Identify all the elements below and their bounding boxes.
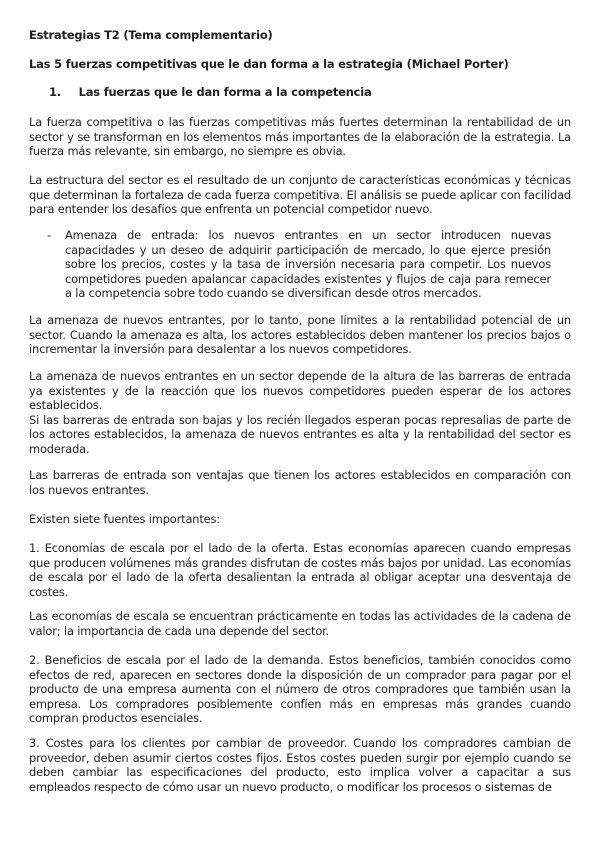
- paragraph-text: 3. Costes para los clientes por cambiar de proveedor. Cuando los compradores cambian de proveedor, deben asumir ciertos costes fijos. Estos costes pueden surgir por ejemplo cuando se deben cambiar las especificaciones del producto, esto implica volver a capacitar a sus empleados respecto de cómo usar un nuevo producto, o modificar los procesos o sistemas de: [29, 736, 571, 794]
- bullet-marker: -: [47, 228, 51, 242]
- paragraph-text: La amenaza de nuevos entrantes, por lo tanto, pone límites a la rentabilidad potencial de un sector. Cuando la amenaza es alta, los actores establecidos deben mantener los precios bajos o incrementar la inversión para desalentar a los nuevos competidores.: [29, 313, 571, 357]
- paragraph: [29, 468, 571, 497]
- section-heading: [49, 85, 372, 100]
- paragraph: [29, 512, 571, 527]
- paragraph: [29, 609, 571, 638]
- paragraph: [29, 173, 571, 217]
- paragraph-text: Las economías de escala se encuentran prácticamente en todas las actividades de la cadena de valor; la importancia de cada una depende del sector.: [29, 609, 571, 638]
- paragraph-text: Existen siete fuentes importantes:: [29, 512, 220, 526]
- paragraph-text: 1. Economías de escala por el lado de la oferta. Estas economías aparecen cuando empresas que producen volúmenes más grandes disfrutan de costes más bajos por unidad. Las economías de escala por el lado de la oferta desalientan la entrada al obligar aceptar una desventaja de costes.: [29, 541, 571, 599]
- bullet-text: Amenaza de entrada: los nuevos entrantes en un sector introducen nuevas capacidades y un deseo de adquirir participación de mercado, lo que ejerce presión sobre los precios, costes y la tasa de inversión necesaria para competir. Los nuevos competidores pueden apalancar capacidades existentes y flujos de caja para remecer a la competencia sobre todo cuando se diversifican desde otros mercados.: [65, 228, 551, 301]
- paragraph-text: La amenaza de nuevos entrantes en un sector depende de la altura de las barreras de entrada ya existentes y de la reacción que los nuevos competidores pueden esperar de los actores establecidos.: [29, 369, 571, 413]
- paragraph: [29, 653, 571, 726]
- document-title: Estrategias T2 (Tema complementario): [29, 28, 273, 42]
- section-title: Las fuerzas que le dan forma a la competencia: [78, 85, 372, 99]
- paragraph: [29, 736, 571, 794]
- paragraph-text: Si las barreras de entrada son bajas y los recién llegados esperan pocas represalias de parte de los actores establecidos, la amenaza de nuevos entrantes es alta y la rentabilidad del sector es moderada.: [29, 412, 571, 456]
- paragraph-text: La fuerza competitiva o las fuerzas competitivas más fuertes determinan la rentabilidad de un sector y se transforman en los elementos más importantes de la elaboración de la estrategia. La fuerza más relevante, sin embargo, no siempre es obvia.: [29, 115, 571, 159]
- paragraph: [29, 115, 571, 159]
- bullet-item: [47, 228, 551, 301]
- section-number: 1.: [49, 85, 61, 99]
- document-subtitle: Las 5 fuerzas competitivas que le dan forma a la estrategia (Michael Porter): [29, 57, 509, 71]
- paragraph-text: La estructura del sector es el resultado de un conjunto de características económicas y técnicas que determinan la fortaleza de cada fuerza competitiva. El análisis se puede aplicar con facilidad para entender los desafíos que enfrenta un potencial competidor nuevo.: [29, 173, 571, 217]
- paragraph-text: Las barreras de entrada son ventajas que tienen los actores establecidos en comparación con los nuevos entrantes.: [29, 468, 571, 497]
- paragraph-text: 2. Beneficios de escala por el lado de la demanda. Estos beneficios, también conocidos como efectos de red, aparecen en sectores donde la disposición de un comprador para pagar por el producto de una empresa aumenta con el número de otros compradores que también usan la empresa. Los compradores posiblemente confíen más en empresas más grandes cuando compran productos esenciales.: [29, 653, 571, 726]
- paragraph: [29, 541, 571, 599]
- paragraph: [29, 313, 571, 357]
- paragraph: [29, 369, 571, 457]
